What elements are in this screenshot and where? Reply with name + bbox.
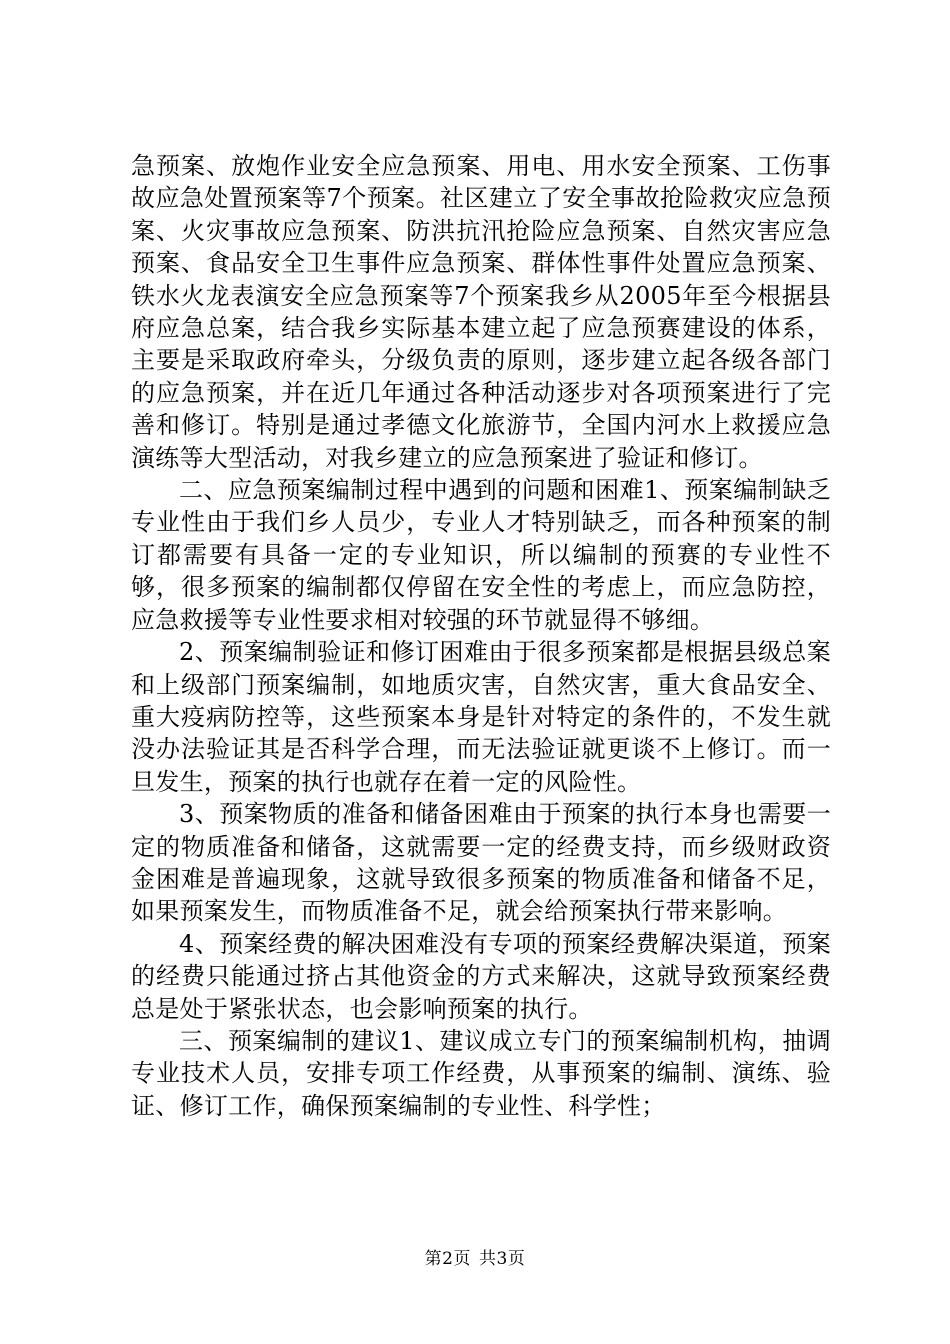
body-paragraph-problems: 二、应急预案编制过程中遇到的问题和困难1、预案编制缺乏专业性由于我们乡人员少，专业人才特别缺乏，而各种预案的制订都需要有具备一定的专业知识，所以编制的预赛的专业性不够，很多预案的编制都仅停留在安全性的考虑上，而应急防控，应急救援等专业性要求相对较强的环节就显得不够细。	[131, 476, 831, 634]
body-paragraph-materials: 3、预案物质的准备和储备困难由于预案的执行本身也需要一定的物质准备和储备，这就需要一定的经费支持，而乡级财政资金困难是普遍现象，这就导致很多预案的物质准备和储备不足，如果预案发生，而物质准备不足，就会给预案执行带来影响。	[131, 800, 831, 926]
body-paragraph-verification: 2、预案编制验证和修订困难由于很多预案都是根据县级总案和上级部门预案编制，如地质灾害，自然灾害，重大食品安全、重大疫病防控等，这些预案本身是针对特定的条件的，不发生就没办法验证其是否科学合理，而无法验证就更谈不上修订。而一旦发生，预案的执行也就存在着一定的风险性。	[131, 638, 831, 796]
page-number: 第2页	[424, 1249, 471, 1269]
body-paragraph-continuation: 急预案、放炮作业安全应急预案、用电、用水安全预案、工伤事故应急处置预案等7个预案。社区建立了安全事故抢险救灾应急预案、火灾事故应急预案、防洪抗汛抢险应急预案、自然灾害应急预案、食品安全卫生事件应急预案、群体性事件处置应急预案、铁水火龙表演安全应急预案等7个预案我乡从2005年至今根据县府应急总案，结合我乡实际基本建立起了应急预赛建设的体系，主要是采取政府牵头，分级负责的原则，逐步建立起各级各部门的应急预案，并在近几年通过各种活动逐步对各项预案进行了完善和修订。特别是通过孝德文化旅游节，全国内河水上救援应急演练等大型活动，对我乡建立的应急预案进了验证和修订。	[131, 152, 831, 472]
page-footer	[0, 1244, 950, 1269]
body-paragraph-funding: 4、预案经费的解决困难没有专项的预案经费解决渠道，预案的经费只能通过挤占其他资金的方式来解决，这就导致预案经费总是处于紧张状态，也会影响预案的执行。	[131, 929, 831, 1023]
page-total: 共3页	[479, 1249, 526, 1269]
body-paragraph-suggestions: 三、预案编制的建议1、建议成立专门的预案编制机构，抽调专业技术人员，安排专项工作经费，从事预案的编制、演练、验证、修订工作，确保预案编制的专业性、科学性；	[131, 1026, 831, 1120]
document-body	[131, 150, 831, 1122]
